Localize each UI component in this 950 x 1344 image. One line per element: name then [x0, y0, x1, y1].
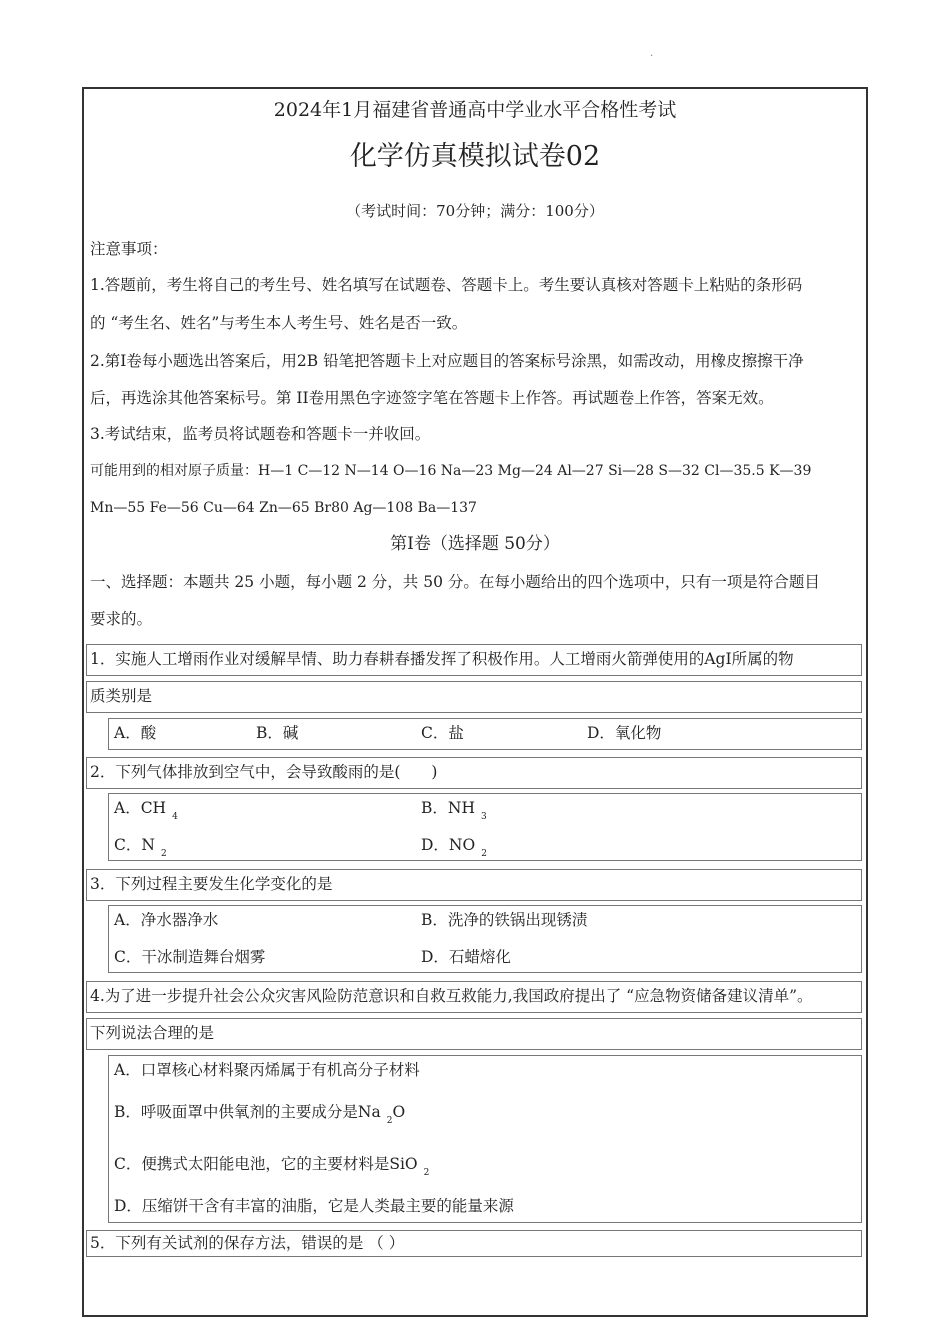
question-4-option-a[interactable]: A．口罩核心材料聚丙烯属于有机高分子材料	[114, 1061, 420, 1079]
question-2-option-c[interactable]	[114, 834, 167, 859]
question-5-stem: 5．下列有关试剂的保存方法，错误的是 （ ）	[90, 1234, 405, 1252]
notice-line-2: 的 “考生名、姓名”与考生本人考生号、姓名是否一致。	[90, 314, 468, 332]
atomic-mass-line-1: 可能用到的相对原子质量：H—1 C—12 N—14 O—16 Na—23 Mg—24 Al—27 Si—28 S—32 Cl—35.5 K—39	[90, 463, 812, 479]
section-instruction-2: 要求的。	[90, 610, 153, 628]
question-4-option-c-text: C．便携式太阳能电池，它的主要材料是SiO	[114, 1155, 418, 1173]
question-2-option-d-sub: 2	[481, 849, 487, 859]
question-2-option-b[interactable]	[421, 797, 487, 822]
question-1-stem-box-2	[86, 681, 862, 713]
notice-heading: 注意事项：	[90, 240, 168, 258]
notice-line-3: 2.第Ⅰ卷每小题选出答案后，用2B 铅笔把答题卡上对应题目的答案标号涂黑，如需改动，用橡皮擦擦干净	[90, 352, 804, 370]
question-4-option-c[interactable]	[114, 1153, 429, 1178]
question-2-option-a[interactable]	[114, 797, 178, 822]
question-1-option-a[interactable]: A．酸	[114, 724, 157, 742]
question-3-stem: 3．下列过程主要发生化学变化的是	[90, 875, 333, 893]
question-2-option-c-text: C．N	[114, 836, 155, 854]
section-title: 第Ⅰ卷（选择题 50分）	[390, 534, 560, 554]
question-3-option-a[interactable]: A．净水器净水	[114, 911, 219, 929]
question-4-option-d[interactable]: D．压缩饼干含有丰富的油脂，它是人类最主要的能量来源	[114, 1197, 514, 1215]
paper-title: 化学仿真模拟试卷02	[349, 141, 601, 172]
stray-dot: .	[650, 48, 654, 59]
question-1-stem-2: 质类别是	[90, 687, 153, 705]
question-2-option-c-sub: 2	[160, 849, 167, 859]
question-4-option-b-sub: 2	[386, 1116, 393, 1126]
question-1-option-c[interactable]: C．盐	[421, 724, 464, 742]
question-2-option-b-sub: 3	[480, 812, 487, 822]
question-1-option-b[interactable]: B．碱	[256, 724, 299, 742]
notice-line-1: 1.答题前，考生将自己的考生号、姓名填写在试题卷、答题卡上。考生要认真核对答题卡上粘贴的条形码	[90, 276, 803, 294]
question-4-option-b-tail: O	[392, 1103, 406, 1121]
question-4-option-b[interactable]	[114, 1101, 405, 1126]
question-1-stem-1: 1．实施人工增雨作业对缓解旱情、助力春耕春播发挥了积极作用。人工增雨火箭弹使用的AgI所属的物	[90, 650, 794, 668]
question-4-option-b-text: B．呼吸面罩中供氧剂的主要成分是Na	[114, 1103, 381, 1121]
notice-line-5: 3.考试结束，监考员将试题卷和答题卡一并收回。	[90, 425, 431, 443]
question-3-option-b[interactable]: B．洗净的铁锅出现锈渍	[421, 911, 588, 929]
question-2-option-a-sub: 4	[172, 812, 178, 822]
notice-line-4: 后，再选涂其他答案标号。第 II卷用黑色字迹签字笔在答题卡上作答。再试题卷上作答，答案无效。	[90, 389, 774, 407]
question-4-stem-1: 4.为了进一步提升社会公众灾害风险防范意识和自救互救能力,我国政府提出了 “应急物资储备建议清单”。	[90, 987, 813, 1005]
question-4-stem-2: 下列说法合理的是	[90, 1024, 215, 1042]
atomic-mass-line-2: Mn—55 Fe—56 Cu—64 Zn—65 Br80 Ag—108 Ba—137	[90, 500, 477, 516]
question-2-stem: 2．下列气体排放到空气中，会导致酸雨的是( )	[90, 763, 438, 781]
question-2-option-d-text: D．NO	[421, 836, 476, 854]
question-2-option-b-text: B．NH	[421, 799, 475, 817]
question-2-option-a-text: A．CH	[114, 799, 167, 817]
question-3-option-c[interactable]: C．干冰制造舞台烟雾	[114, 948, 266, 966]
exam-title: 2024年1月福建省普通高中学业水平合格性考试	[273, 99, 677, 121]
question-2-option-d[interactable]	[421, 834, 487, 859]
question-4-option-c-sub: 2	[423, 1168, 430, 1178]
exam-time-score: （考试时间：70分钟；满分：100分）	[346, 202, 604, 220]
section-instruction-1: 一、选择题：本题共 25 小题，每小题 2 分，共 50 分。在每小题给出的四个选项中，只有一项是符合题目	[90, 573, 820, 591]
question-1-options-box	[108, 718, 862, 750]
question-1-option-d[interactable]: D．氧化物	[587, 724, 662, 742]
question-3-option-d[interactable]: D．石蜡熔化	[421, 948, 511, 966]
